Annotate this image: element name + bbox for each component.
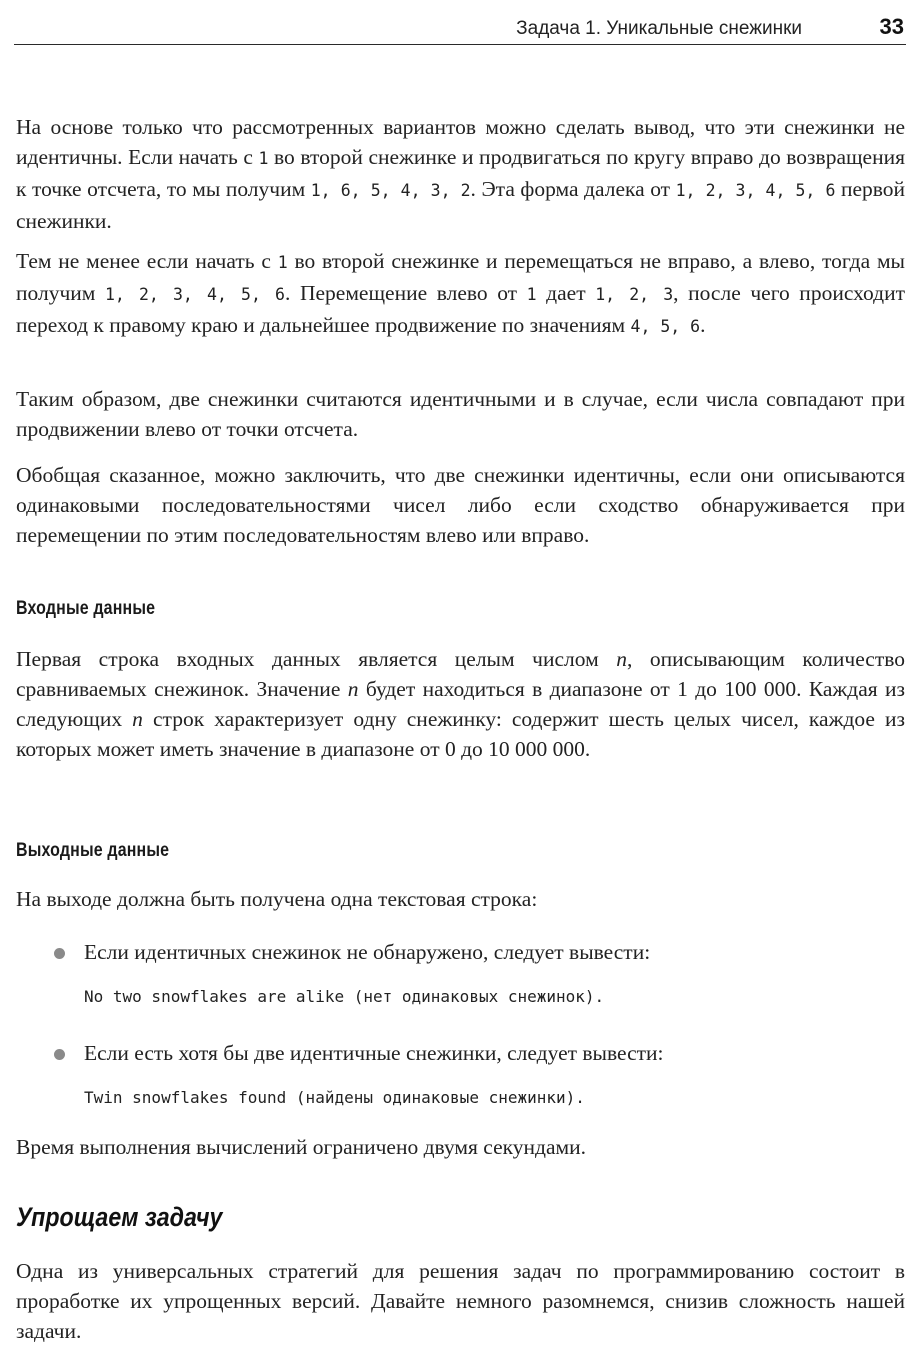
code-inline: 1 [277, 253, 288, 272]
code-inline: 1, 2, 3, 4, 5, 6 [675, 181, 836, 200]
code-output-twins: Twin snowflakes found (найдены одинаковые снежинки). [84, 1088, 585, 1107]
text-run: , описывающим количество сравниваемых снежинок. Значение [16, 647, 906, 701]
text-run: первой снежинки. [16, 177, 906, 233]
text-run: , после чего происходит переход к правому краю и дальнейшее продвижение по значениям [16, 281, 905, 337]
paragraph-input-description [16, 644, 905, 764]
heading-output-data: Выходные данные [16, 840, 170, 861]
text-run: . Перемещение влево от [285, 281, 527, 305]
paragraph-time-limit: Время выполнения вычислений ограничено двумя секундами. [16, 1135, 587, 1159]
paragraph-comparison-conclusion [16, 112, 905, 236]
text-run: во второй снежинке и продвигаться по кругу вправо до возвращения к точке отсчета, то мы получим [16, 145, 905, 201]
text-run: . [700, 313, 706, 337]
paragraph-simplify: Одна из универсальных стратегий для решения задач по программированию состоит в проработке их упрощенных версий. Давайте немного разомнемся, снизив сложность нашей задачи. [16, 1259, 905, 1343]
code-inline: 4, 5, 6 [630, 317, 701, 336]
paragraph-left-movement [16, 246, 905, 342]
bullet-item-text: Если есть хотя бы две идентичные снежинки, следует вывести: [84, 1041, 664, 1065]
variable-n: n [616, 647, 627, 671]
code-inline: 1 [258, 149, 269, 168]
page-number: 33 [879, 14, 904, 39]
text-run: во второй снежинке и перемещаться не вправо, а влево, тогда мы получим [16, 249, 905, 305]
text-run: Тем не менее если начать с [16, 249, 278, 273]
variable-n: n [347, 677, 359, 701]
heading-simplify-problem: Упрощаем задачу [16, 1202, 223, 1232]
paragraph-summary: Обобщая сказанное, можно заключить, что две снежинки идентичны, если они описываются одинаковыми последовательностями чисел либо если сходство обнаруживается при перемещении по этим последовательностям влево или вправо. [16, 463, 905, 547]
bullet-item-text: Если идентичных снежинок не обнаружено, следует вывести: [84, 940, 651, 964]
code-inline: 1, 6, 5, 4, 3, 2 [310, 181, 471, 200]
code-output-no-twins: No two snowflakes are alike (нет одинаковых снежинок). [84, 987, 605, 1006]
variable-n: n [132, 707, 143, 731]
code-inline: 1, 2, 3 [595, 285, 674, 304]
text-run: строк характеризует одну снежинку: содержит шесть целых чисел, каждое из которых может иметь значение в диапазоне от 0 до 10 000 000. [16, 707, 905, 761]
heading-input-data: Входные данные [16, 598, 156, 619]
paragraph-left-identical: Таким образом, две снежинки считаются идентичными и в случае, если числа совпадают при продвижении влево от точки отсчета. [16, 387, 905, 441]
code-inline: 1 [526, 285, 537, 304]
bullet-icon [54, 1049, 65, 1060]
running-header [14, 14, 906, 45]
text-run: . Эта форма далека от [470, 177, 676, 201]
bullet-icon [54, 948, 65, 959]
text-run: На основе только что рассмотренных вариантов можно сделать вывод, что эти снежинки не идентичны. Если начать с [16, 115, 905, 169]
paragraph-output-intro: На выходе должна быть получена одна текстовая строка: [16, 887, 538, 911]
text-run: Первая строка входных данных является целым числом [16, 647, 617, 671]
text-run: будет находиться в диапазоне от 1 до 100 000. Каждая из следующих [16, 677, 905, 731]
text-run: дает [536, 281, 596, 305]
running-title: Задача 1. Уникальные снежинки [516, 18, 802, 39]
code-inline: 1, 2, 3, 4, 5, 6 [104, 285, 285, 304]
